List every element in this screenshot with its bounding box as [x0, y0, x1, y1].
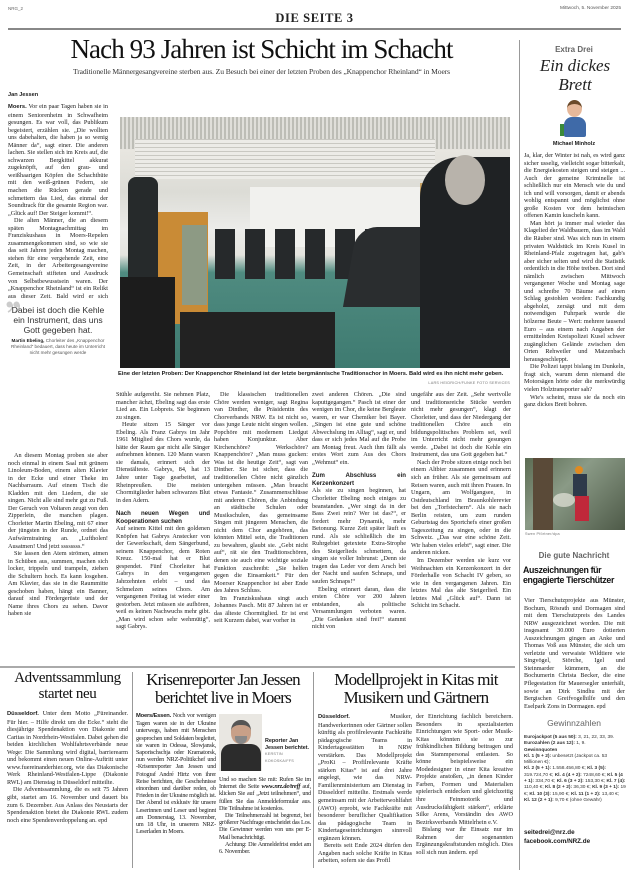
dateline: Düsseldorf.	[318, 714, 350, 720]
sidebar-column-text	[524, 152, 625, 448]
paragraph: Achtung: Die Anmeldefrist endet am 6. November.	[219, 840, 311, 856]
caption-text: Reporter Jan Jessen berichtet.	[265, 738, 310, 751]
lotto-value: 110,40 €;	[524, 785, 544, 791]
photo-credit: LARS HEIDRICH/FUNKE FOTO SERVICES	[428, 381, 510, 385]
masthead-rule	[8, 28, 621, 30]
lotto-label: Kl. 12 (2 + 1):	[524, 797, 554, 803]
lotto-value: 15,90 €;	[552, 791, 570, 797]
main-col-4	[312, 391, 406, 663]
page-folio: NRG_2	[8, 6, 24, 11]
reporter-col-2	[219, 776, 311, 869]
lotto-label: Kl. 10 (3):	[529, 791, 551, 797]
registration-link[interactable]: www.nrz.de/treff	[261, 783, 301, 791]
paragraph: Als sie zu singen beginnen, hat Chorleiter Ebeling noch einiges zu beanstanden. „Wer singt da in der Bass Zwei rein? Wer ist das?“, er fordert mehr Dynamik, mehr Betonung. Kurze Zeit später läuft es rund. Als sie schließlich die im Ruhrgebiet getextete Extra-Strophe des Steigerlieds schmettern, da singen sie voller Inbrunst: „Denn sie tragen das Leder vor dem Arsch bei der Nacht und saufen Schnaps, und saufen Schnaps!“	[312, 487, 406, 586]
quote-name: Martin Ebeling,	[11, 338, 45, 343]
lotto-value: 3, 21, 22, 33, 39.	[578, 735, 615, 740]
good-news-text	[524, 597, 625, 709]
lotto-label: Kl. 9 (3 + 1):	[592, 785, 620, 791]
lotto-value: 319.724,70 €;	[524, 772, 554, 778]
lotto-value: 19 €;	[524, 785, 626, 797]
lotto-entry	[545, 785, 591, 790]
lotto-value: 9,70 € (ohne Gewähr)	[555, 797, 602, 803]
quote-role: Chorleiter des „Knappenchor Rheinland“ bedauert, dass heute im Unterricht nicht mehr gesungen werde	[11, 338, 105, 355]
lotto-entry	[524, 748, 557, 753]
email-link[interactable]: seitedrei@nrz.de	[524, 829, 575, 836]
section-divider	[0, 666, 515, 668]
lotto-label: Eurojackpot (5 aus 50):	[524, 735, 577, 740]
paragraph: Bislang war ihr Einsatz nur im Rahmen der sogenannten Ergänzungskraftstunden möglich. Dies soll sich nun ändern. epd	[416, 826, 513, 856]
main-col-1b	[8, 452, 108, 662]
lotto-value: unbesetzt (Jackpot ca. 53 Millionen €);	[524, 753, 608, 766]
lotto-value: 153,30 €;	[585, 779, 606, 785]
page-date: Mittwoch, 5. November 2025	[559, 6, 621, 11]
paragraph: Nach der Probe sitzen einige noch bei einem Altbier zusammen und erinnern sich an früher. Als sie gemeinsam auf Reisen waren, auch mit ihren Frauen. In Ungarn, am Wolfgangsee, in Ostdeutschland im Braunkohlerevier bei den „Torfstechern“. Als sie nach Berlin reisten, um zum runden Geburtstag des Sportchefs einer großen Tageszeitung zu singen, oder in die Schweiz. „Das war eine schöne Zeit. Wir haben vieles erlebt“, sagt einer. Die anderen nicken.	[411, 458, 511, 557]
lotto-label: Kl. 7 (4):	[606, 779, 626, 785]
paragraph: zwei anderen Chören. „Die sind kaputtgegangen.“ Pasch ist einer der wenigen im Chor, die keine Bergleute waren, er war Chemiker bei Bayer. „Singen ist eine gute und schöne Abwechslung im Alltag“, sagt er, und dass er sich jedes Mal auf die Probe am Montag freut. Auch ihm fällt als erstes Wort zum Aus des Chors „Wehmut“ ein.	[312, 391, 406, 466]
paragraph: Die alten Männer, die an diesem späten Montagnachmittag im Franziskushaus in Moers-Repelen zusammengekommen sind, so wie sie das seit Jahren jeden Montag machen, stehen für eine vergehende Zeit, eine Zeit, in der Arbeitergesangvereine Gemeinschaft stifteten und Ausdruck von Selbstbewusstsein waren. Der „Knappenchor Rheinland“ ist ein Relikt aus dieser Zeit. Bald wird er sich	[8, 217, 108, 298]
paragraph: Die Polizei tappt bislang im Dunkeln, fragt sich, warum denn niemand die Motorsägen hörte oder die merkwürdig vielen Holztransporter sah?	[524, 363, 625, 393]
paragraph: Ja, klar, der Winter ist nah, es wird ganz sicher usselig, vielleicht sogar bitterkalt, die Energiekosten steigen und steigen ... Auch der gemeine Kriminelle ist schließlich nur ein Mensch wie du und ich und will vorsorgen, damit er abends wohlig entspannt und möglichst ohne große Kosten vor dem heimischen offenen Kamin kuscheln kann.	[524, 152, 625, 220]
paragraph: Die klassischen traditionellen Chöre werden weniger, sagt Regina van Dinther, die Präsidentin des Chorverbands NRW. Es ist nicht so, dass junge Leute nicht singen wollen. Popchöre mit modernem Liedgut haben Konjunktur. Aber Kirchenchöre? Werkschöre? Knappenchöre? „Man muss gucken: Was ist die heutige Zeit“, sagt van Dinther. Sie ist sicher, dass die traditionellen Chöre nicht gänzlich untergehen müssen. „Man braucht etwas Fantasie.“ Zusammenschlüsse mit anderen Chören, die Anbindung an städtische Schulen oder Musikschulen, das gemeinsame Singen mit jüngeren Menschen, die nicht dem Chor angehören, das könnten Mittel sein, die Traditionen zu bewahren, glaubt sie. „Gebt nicht auf“, rät sie den Traditionschören, denen sie auch eine wichtige soziale Funktion zuschreibt: „Sie helfen gegen die Einsamkeit.“ Für den Moerser Knappenchor ist aber Ende des Jahres Schluss.	[214, 391, 308, 595]
lotto-label: Eurozahlen (2 aus 12):	[524, 741, 575, 747]
lotto-entry	[529, 792, 569, 797]
reporter-headline: Krisenreporter Jan Jessen berichtet live in Moers	[146, 670, 300, 707]
pull-quote	[8, 305, 108, 385]
dateline: Düsseldorf.	[7, 711, 39, 717]
paragraph: Im Franziskushaus singt auch Johannes Pasch. Mit 87 Jahren ist er das älteste Chormitglied. Er ist erst seit Kurzem dabei, war vorher in	[214, 594, 308, 625]
quote-text: Dabei ist doch die Kehle ein Instrument, das uns Gott gegeben hat.	[11, 305, 105, 335]
paragraph: Heute sitzen 15 Sänger vor Ebeling. Als Franz Gabrys im Jahr 1961 Mitglied des Chors wurde, da hätte der Raum gar nicht alle Sänger aufnehmen können. 120 Mann waren sie damals, erinnert sich der Dienstälteste. Gabrys, 84, hat 13 Jahre unter Tage gearbeitet, auf Rheinpreußen. Die meisten Chormitglieder haben schwarzes Blut in den Adern.	[116, 421, 210, 504]
sidebar-kicker: Extra Drei	[555, 45, 593, 54]
lotto-label: Kl. 4 (4 + 2):	[554, 772, 582, 778]
paragraph: Stühle aufgereiht. Sie nehmen Platz, mancher ächzt, Ebeling sagt das erste Lied an. Ein Lobpreis. Sie beginnen zu singen.	[116, 391, 210, 421]
paragraph: Vor ein paar Tagen haben sie in einem Seniorenheim in Schwafheim gesungen. Es war voll, das Publikum begeistert, erzählen sie. „Die wollten uns dabehalten, die haben ja so wenig Männer da“, sagt einer. Die anderen lachen. Sie stellen sich im Kreis auf, die schwarzen Bergkittel akkurat zugeknöpft, auf den grau- und weißhaarigen Köpfen die Schachthüte mit den weiß-grünen Federn, sie machen die Rücken gerade und schmettern das Lied, das einmal der Soundtrack für die gesamte Region war. „Glück auf! Der Steiger kommt!“.	[8, 103, 108, 217]
dateline: Moers.	[8, 104, 27, 110]
paragraph: Unter dem Motto „Füreinander. Für hier. – Hilfe direkt um die Ecke.“ steht die diesjährige Spendenaktion von Diakonie und Caritas in Nordrhein-Westfalen. Dabei gehen die beiden kirchlichen Wohlfahrtsverbände neue Wege: Die Sammlung wird digital, barrierearm und bekommt einen neuen Online-Auftritt unter www.fuereinanderhier.org, wie das Diakonische Werk Rheinland-Westfalen-Lippe (Diakonie RWL) am Dienstag in Düsseldorf mitteilte.	[7, 710, 128, 786]
kitas-headline: Modellprojekt in Kitas mit Musikern und Gärtnern	[334, 670, 498, 707]
lotto-label: Gewinnquoten	[524, 747, 558, 753]
dateline: Moers/Essen.	[136, 713, 171, 719]
paragraph: auf, klicken Sie auf „Jetzt teilnehmen“, und füllen Sie das Anmeldeformular aus. Die Teilnahme ist kostenlos.	[219, 783, 311, 812]
lotto-label: Kl. 5 (4 + 1):	[524, 772, 623, 785]
paragraph: Musiker, Handwerkerinnen oder Gärtner sollen künftig als profilrelevante Fachkräfte pädagogische Teams in Kindertagesstätten in NRW verstärken. Das Modellprojekt „ProKi – Profilrelevante Kräfte stärken Kitas“ ist auf drei Jahre angelegt, wie das NRW-Familienministerium am Dienstag in Düsseldorf mitteilte. Erstmals werde gemeinsam mit der Arbeiterwohlfahrt (AWO) erprobt, wie Fachkräfte mit besonderer beruflicher Qualifikation das pädagogische Team in Kindertageseinrichtungen sinnvoll ergänzen können.	[318, 713, 412, 842]
paragraph: der Einrichtung fachlich bereichern. Besonders in spezialisierten Einrichtungen wie Sport- oder Musik-Kitas könnten sie so zur frühkindlichen Bildung beitragen und das Stammpersonal entlasten. So könne beispielsweise ein Modedesigner in einer Kita kreative Projekte anstoßen, „in denen Kinder Farben, Formen und Materialien spielerisch entdecken und gleichzeitig ihre Feinmotorik und Ausdrucksfähigkeit stärken“, erklärte Silke Arens, Vorständin des AWO Bezirksverbands Mittelrhein e.V.	[416, 713, 513, 826]
lotto-value: 334,70 €;	[535, 779, 556, 785]
column-divider	[132, 672, 133, 868]
forest-photo-credit: Swen Pförtner/dpa	[525, 532, 560, 536]
lotto-entry	[557, 779, 605, 784]
main-col-5	[411, 391, 511, 663]
quote-attribution	[8, 338, 108, 355]
lotto-entry	[524, 741, 586, 746]
lotto-label: Kl. 11 (1 + 2):	[570, 791, 601, 797]
forest-photo	[525, 458, 625, 530]
kitas-col-1	[318, 713, 412, 868]
paragraph: Noch vor wenigen Tagen waren sie in der Ukraine unterwegs, haben mit Menschen gesprochen und Soldaten begleitet, sie waren in Odessa, Slowjansk, Saporischschja oder Kramatorsk, nun werden NRZ-Politikchef und -Krisenreporter Jan Jessen und Fotograf André Hirtz von ihrer Reise berichten, die Geschehnisse einordnen und darüber reden, ob Frieden in der Ukraine möglich ist. Der Abend ist exklusiv für unsere Leserinnen und Leser und beginnt am Donnerstag, 13. November, um 18 Uhr, in unserem NRZ-Leserladen in Moers.	[136, 712, 216, 836]
lotto-label: Kl. 3 (5):	[587, 766, 607, 772]
lotto-entry	[524, 735, 614, 740]
paragraph: Bereits seit Ende 2024 dürfen den Angaben nach solche Kräfte in Kitas arbeiten, sofern sie das Profil	[318, 842, 412, 865]
lotto-label: Kl. 2 (5 + 1):	[524, 766, 552, 772]
facebook-link[interactable]: facebook.com/NRZ.de	[524, 838, 591, 845]
paragraph: Man hört ja immer mal wieder das Klagelied der Waldbauern, dass im Wald die Räuber sind. Was sich nun in einem privaten Waldstück im Kreis Kusel in Rheinland-Pfalz zugetragen hat, gab's aber sicher selten und wird die Statistik ordentlich in die Höhe treiben. Dort sind nämlich zwischen Mittwoch vergangener Woche und Montag sage und schreibe 70 Bäume auf einen Schlag gestohlen worden: Fachkundig abgeholzt, zersägt und mit dem notwendigen Fuhrpark wurde die hölzerne Beute – Wert: mehrere tausend Euro – aus einem nach Angaben der ermittelnden Kreispolizei Kusel schwer zugänglichen Gelände zwischen den Orten Rehweiler und Matzenbach herausgeschleppt.	[524, 219, 625, 363]
choir-photo	[120, 117, 510, 368]
lotto-value: 7248,60 €;	[583, 772, 606, 778]
author-caricature	[562, 100, 588, 140]
main-headline: Nach 93 Jahren ist Schicht im Schacht	[70, 34, 453, 64]
paragraph: Die Teilnehmerzahl ist begrenzt, bei größerer Nachfrage entscheidet das Los. Die Gewinner werden von uns per E-Mail benachrichtigt.	[219, 812, 311, 841]
paragraph: Sie lassen den Atem strömen, atmen in Schüben aus, summen, machen sich locker, trippeln und trampeln, ziehen die Schultern hoch. Es kann losgehen. Am Klavier, das sie in die Raummitte geschoben haben, hängt ein Banner, darauf sind Fördergerüste und der Name ihres Chors zu sehen. Davor haben sie	[8, 550, 108, 618]
paragraph: Im Dezember werden sie kurz vor Weihnachten ein Kerzenkonzert in der Förderhalle von Schacht IV geben, so wie in den vergangenen Jahren. Ein letztes Mal das alte Steigerlied. Ein letztes Mal „Glück auf“. Dann ist Schicht im Schacht.	[411, 557, 511, 610]
subheading: Zum Abschluss ein Kerzenkonzert	[312, 472, 406, 487]
lotto-entry	[524, 766, 586, 771]
section-title: DIE SEITE 3	[275, 11, 354, 25]
paragraph: Auf seinem Kittel mit den goldenen Knöpfen hat Gabrys Anstecker von der Gewerkschaft, dem Sängerbund, seinem Knappenchor, dem Roten Kreuz. 150-mal hat er Blut gespendet. Fünf Chorleiter hat Gabrys in den vergangenen Jahrzehnten erlebt – und das Schmelzen seines Chors. Am vergangenen Freitag ist wieder einer gestorben. Jetzt müssen sie aufhören, weil es keinen Nachwuchs mehr gibt. „Man wird schon sehr wehmütig“, sagt Gabrys.	[116, 525, 210, 631]
photo-credit: KERSTIN KOKOSKA/FFS	[265, 752, 294, 763]
lotto-entry	[555, 773, 606, 778]
reporter-col-1	[136, 712, 216, 869]
lotto-title: Gewinnzahlen	[547, 718, 601, 728]
sidebar-title: Ein dickes Brett	[539, 56, 611, 94]
advent-headline: Adventssammlung startet neu	[14, 670, 121, 702]
kitas-col-2	[416, 713, 513, 868]
sidebar-author: Michael Minholz	[552, 141, 596, 147]
lotto-entry	[524, 798, 602, 803]
main-subtitle: Traditionelle Männergesangvereine sterben aus. Zu Besuch bei einer der letzten Proben des „Knappenchor Rheinland“ in Moers	[72, 67, 451, 76]
lotto-label: Kl. 6 (3 + 2):	[556, 779, 584, 785]
lotto-value: 36,30 €;	[573, 785, 591, 791]
column-divider	[313, 672, 314, 868]
paragraph: Die Adventssammlung, die es seit 75 Jahren gibt, startet am 16. November und dauert bis zum 6. Dezember. Aus Anlass des Neustarts der Spendenaktion bietet die Diakonie RWL zudem noch eine Spendenverdoppelung an. epd	[7, 786, 128, 824]
reporter-photo-caption	[265, 738, 311, 764]
photo-caption: Eine der letzten Proben: Der Knappenchor Rheinland ist der letzte bergmännische Traditionschor in Moers. Bald wird es ihn nicht mehr geben.	[118, 371, 504, 377]
lotto-value: 13,40 €;	[601, 791, 620, 797]
advent-text	[7, 710, 128, 868]
good-news-kicker: Die gute Nachricht	[538, 551, 610, 560]
paragraph: Ebeling erinnert daran, dass die ersten Chöre vor 200 Jahren entstanden, als politische Versammlungen verboten waren. „Die Gedanken sind frei!“ stammt nicht von	[312, 585, 406, 631]
paragraph: Wie's scheint, muss sie da noch ein ganz dickes Brett bohren.	[524, 393, 625, 409]
reporter-photo	[219, 714, 262, 771]
lotto-value: 1.558.456,80 €;	[552, 766, 586, 772]
main-col-3	[214, 391, 308, 663]
paragraph: ungefähr aus der Zeit. „Sehr wertvolle und traditionsreiche Stücke werden nicht mehr gesungen“, klagt der Chorleiter, und dass der Niedergang der traditionellen Chöre auch ein bildungspolitisches Problem sei, weil im Unterricht nicht mehr gesungen werde. „Dabei ist doch die Kehle ein Instrument, das uns Gott gegeben hat.“	[411, 391, 511, 459]
byline: Jan Jessen	[8, 92, 39, 98]
main-col-2	[116, 391, 210, 663]
subheading: Nach neuen Wegen und Kooperationen suchen	[116, 510, 210, 525]
paragraph: Vier Tierschutzprojekte aus Münster, Bochum, Rösrath und Dormagen sind mit dem Tierschutzpreis des Landes NRW ausgezeichnet worden. Die mit insgesamt 30.000 Euro dotierten Auszeichnungen gingen an Anke und Thomas Voß aus Münster, die sich um verletzte und verwaiste Wildtiere wie Singvögel, Störche, Igel und Steinmarder kümmern, an die Bochumerin Christa Becker, die eine Pflegestation für Mauersegler unterhält, sowie an Dirk Sindhu mit der Bergischen Greifvogelhilfe und den Eselpark Zons in Dormagen. epd	[524, 597, 625, 709]
lotto-label: Kl. 1 (5 + 2):	[524, 753, 552, 759]
lotto-entry	[524, 754, 607, 765]
lotto-label: Kl. 8 (2 + 2):	[545, 785, 573, 791]
main-col-1a	[8, 103, 108, 298]
good-news-title: Auszeichnungen für engagierte Tierschützer	[523, 565, 615, 586]
lotto-entry	[571, 792, 619, 797]
lotto-value: 1, 9.	[576, 741, 586, 747]
paragraph: An diesem Montag proben sie aber noch einmal in einem Saal mit grünem Linoleum-Boden, einem alten Klavier in der Ecke und einer Theke im Nachbarraum. Auf einem Tisch die Kladden mit den Liedern, die sie singen. Nicht alle sind mehr gut zu Fuß. Der Geruch von Voltaren zeugt von den Zipperlein, die manchen plagen. Chorleiter Martin Ebeling, mit 67 einer der jüngsten in der Runde, ordnet das Aufwärmtraining an. „Luftholen! Ausatmen! Und jetzt ssssssss.“	[8, 452, 108, 550]
paragraph: Und so machen Sie mit: Rufen Sie im Internet die Seite	[219, 776, 311, 791]
sidebar-divider	[519, 40, 520, 870]
lotto-results	[524, 735, 626, 804]
